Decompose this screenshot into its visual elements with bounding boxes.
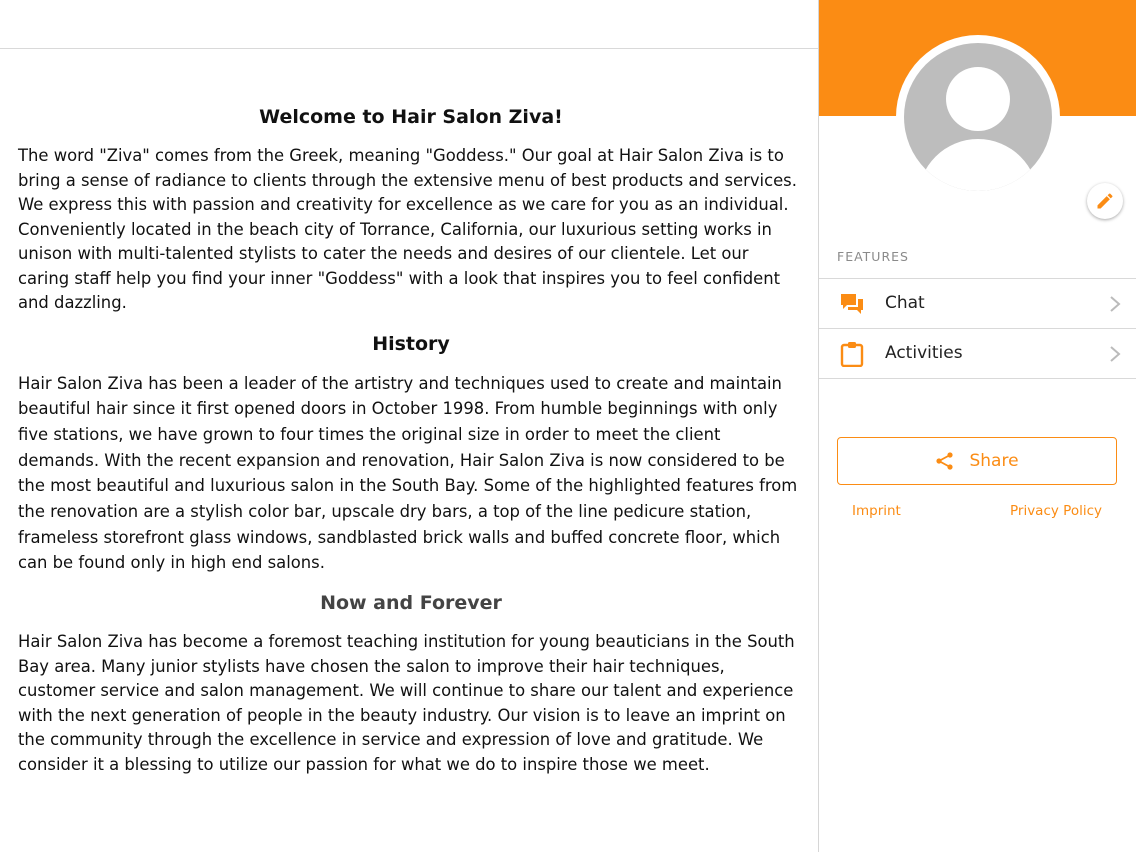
feature-item-activities[interactable]: [819, 329, 1136, 379]
profile-sidebar: [818, 0, 1136, 852]
top-bar: [0, 0, 818, 49]
share-icon: [935, 451, 955, 471]
welcome-paragraph: The word "Ziva" comes from the Greek, meaning "Goddess." Our goal at Hair Salon Ziva is to bring a sense of radiance to clients through the extensive menu of best products and services. We express this with passion and creativity for excellence as we care for you as an individual. Conveniently located in the beach city of Torrance, California, our luxurious setting works in unison with multi-talented stylists to cater the needs and desires of our clientele. Let our caring staff help you find your inner "Goddess" with a look that inspires you to feel confident and dazzling.: [18, 146, 797, 312]
feature-item-chat[interactable]: [819, 279, 1136, 329]
feature-label: Activities: [885, 343, 963, 363]
avatar[interactable]: [896, 35, 1060, 199]
welcome-heading: Welcome to Hair Salon Ziva!: [259, 106, 563, 128]
imprint-link[interactable]: Imprint: [852, 503, 901, 519]
share-button[interactable]: [837, 437, 1117, 485]
user-avatar-icon: [904, 43, 1052, 191]
share-label: Share: [969, 451, 1019, 471]
history-paragraph: Hair Salon Ziva has been a leader of the artistry and techniques used to create and maintain beautiful hair since it first opened doors in October 1998. From humble beginnings with only five stations, we have grown to four times the original size in order to meet the client demands. With the recent expansion and renovation, Hair Salon Ziva is now considered to be the most beautiful and luxurious salon in the South Bay. Some of the highlighted features from the renovation are a stylish color bar, upscale dry bars, a top of the line pedicure station, frameless storefront glass windows, sandblasted brick walls and buffed concrete floor, which can be found only in high end salons.: [18, 373, 798, 573]
article-content: [18, 106, 804, 777]
features-list: [819, 278, 1136, 379]
history-heading: History: [372, 332, 450, 355]
privacy-policy-link[interactable]: Privacy Policy: [1009, 503, 1102, 519]
now-and-forever-heading: Now and Forever: [320, 592, 502, 615]
feature-label: Chat: [885, 293, 925, 313]
clipboard-icon: [839, 341, 865, 367]
features-section-label: FEATURES: [837, 249, 909, 264]
chevron-right-icon: [1109, 345, 1121, 363]
edit-avatar-button[interactable]: [1087, 183, 1123, 219]
now-and-forever-paragraph: Hair Salon Ziva has become a foremost teaching institution for young beauticians in the South Bay area. Many junior stylists have chosen the salon to improve their hair techniques, customer service and salon management. We will continue to share our talent and experience with the next generation of people in the beauty industry. Our vision is to leave an imprint on the community through the excellence in service and expression of love and gratitude. We consider it a blessing to utilize our passion for what we do to inspire those we meet.: [18, 632, 795, 774]
chat-bubbles-icon: [839, 291, 865, 317]
pencil-icon: [1095, 191, 1115, 211]
chevron-right-icon: [1109, 295, 1121, 313]
